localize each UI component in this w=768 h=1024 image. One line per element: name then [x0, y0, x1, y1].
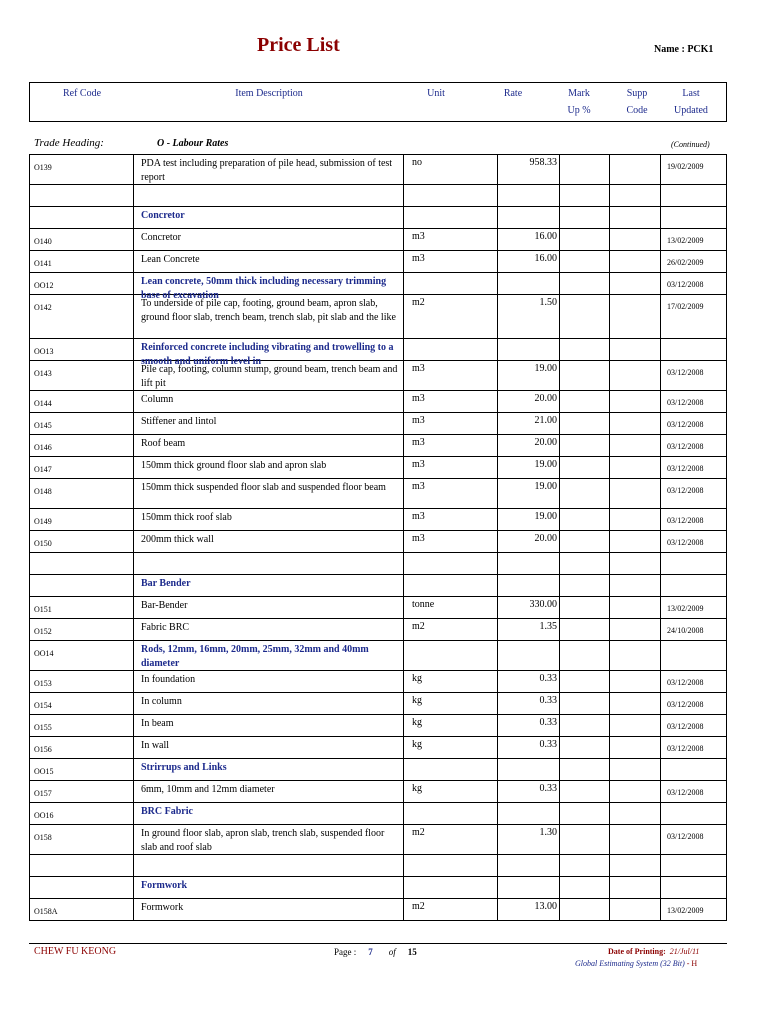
table-row [29, 899, 727, 921]
ref-cell: OO14 [30, 641, 134, 670]
last-updated-cell: 03/12/2008 [667, 700, 704, 709]
section-heading-row [29, 339, 727, 367]
ref-cell: O145 [30, 413, 134, 434]
markup-cell [560, 207, 610, 228]
table-row [29, 671, 727, 693]
rate-cell [498, 575, 560, 596]
unit-cell: m3 [404, 251, 498, 272]
ref-cell: O151 [30, 597, 134, 618]
unit-cell [404, 641, 498, 670]
supp-code-cell [610, 273, 661, 294]
unit-cell [404, 185, 498, 206]
rate-cell [498, 185, 560, 206]
description-cell: BRC Fabric [134, 803, 404, 824]
unit-cell: kg [404, 715, 498, 736]
rate-cell [498, 803, 560, 824]
unit-cell [404, 273, 498, 294]
col-rate: Rate [503, 88, 523, 99]
supp-code-cell [610, 391, 661, 412]
table-row [29, 693, 727, 715]
description-cell: Bar Bender [134, 575, 404, 596]
section-heading-row [29, 759, 727, 781]
section-heading-row [29, 877, 727, 899]
supp-code-cell [610, 295, 661, 338]
unit-cell: m3 [404, 531, 498, 552]
unit-cell: m3 [404, 229, 498, 250]
rate-cell: 19.00 [498, 457, 560, 478]
ref-cell: O146 [30, 435, 134, 456]
last-updated-cell [661, 877, 726, 898]
markup-cell [560, 295, 610, 338]
description-cell [134, 185, 404, 206]
markup-cell [560, 229, 610, 250]
ref-cell: OO12 [30, 273, 134, 294]
last-updated-cell [661, 575, 726, 596]
markup-cell [560, 575, 610, 596]
last-updated-cell [661, 759, 726, 780]
trade-heading-label: Trade Heading: [34, 137, 104, 149]
supp-code-cell [610, 619, 661, 640]
ref-cell: O143 [30, 361, 134, 390]
rate-cell: 1.30 [498, 825, 560, 854]
markup-cell [560, 693, 610, 714]
section-heading-row [29, 207, 727, 229]
ref-cell: O152 [30, 619, 134, 640]
markup-cell [560, 435, 610, 456]
table-row [29, 457, 727, 479]
unit-cell [404, 207, 498, 228]
unit-cell: kg [404, 737, 498, 758]
supp-code-cell [610, 641, 661, 670]
rate-cell: 16.00 [498, 251, 560, 272]
supp-code-cell [610, 435, 661, 456]
col-item-description: Item Description [235, 88, 303, 99]
supp-code-cell [610, 781, 661, 802]
ref-cell: O155 [30, 715, 134, 736]
section-heading-row [29, 575, 727, 597]
col-last-updated: Last Updated [674, 88, 708, 116]
markup-cell [560, 413, 610, 434]
rate-cell [498, 273, 560, 294]
last-updated-cell: 03/12/2008 [667, 280, 704, 289]
description-cell [134, 855, 404, 876]
ref-cell: O140 [30, 229, 134, 250]
supp-code-cell [610, 693, 661, 714]
unit-cell: m2 [404, 899, 498, 920]
markup-cell [560, 781, 610, 802]
ref-cell: O150 [30, 531, 134, 552]
description-cell: In beam [134, 715, 404, 736]
rate-cell: 16.00 [498, 229, 560, 250]
last-updated-cell: 03/12/2008 [667, 722, 704, 731]
table-row [29, 413, 727, 435]
ref-cell: O144 [30, 391, 134, 412]
footer-divider [29, 943, 727, 944]
description-cell: Concretor [134, 207, 404, 228]
unit-cell: no [404, 155, 498, 184]
markup-cell [560, 803, 610, 824]
markup-cell [560, 671, 610, 692]
unit-cell: m3 [404, 479, 498, 508]
trade-heading-title: O - Labour Rates [157, 138, 229, 149]
markup-cell [560, 531, 610, 552]
unit-cell: m3 [404, 509, 498, 530]
description-cell: Roof beam [134, 435, 404, 456]
last-updated-cell: 03/12/2008 [667, 832, 704, 841]
markup-cell [560, 339, 610, 360]
rate-cell: 0.33 [498, 693, 560, 714]
ref-cell: O157 [30, 781, 134, 802]
last-updated-cell: 19/02/2009 [667, 162, 704, 171]
unit-cell [404, 759, 498, 780]
unit-cell: m3 [404, 413, 498, 434]
ref-cell: O139 [30, 155, 134, 184]
table-row [29, 479, 727, 509]
markup-cell [560, 155, 610, 184]
rate-cell [498, 207, 560, 228]
last-updated-cell: 03/12/2008 [667, 538, 704, 547]
markup-cell [560, 855, 610, 876]
table-row [29, 737, 727, 759]
unit-cell [404, 803, 498, 824]
table-row [29, 229, 727, 251]
rate-cell: 20.00 [498, 531, 560, 552]
supp-code-cell [610, 759, 661, 780]
markup-cell [560, 457, 610, 478]
description-cell: Formwork [134, 899, 404, 920]
ref-cell: OO16 [30, 803, 134, 824]
last-updated-cell: 17/02/2009 [667, 302, 704, 311]
last-updated-cell: 03/12/2008 [667, 486, 704, 495]
last-updated-cell: 03/12/2008 [667, 464, 704, 473]
table-row [29, 185, 727, 207]
ref-cell: O148 [30, 479, 134, 508]
markup-cell [560, 251, 610, 272]
description-cell: 6mm, 10mm and 12mm diameter [134, 781, 404, 802]
unit-cell: m3 [404, 435, 498, 456]
ref-cell: O141 [30, 251, 134, 272]
description-cell: Formwork [134, 877, 404, 898]
rate-cell [498, 553, 560, 574]
last-updated-cell: 03/12/2008 [667, 516, 704, 525]
markup-cell [560, 185, 610, 206]
rate-cell: 1.50 [498, 295, 560, 338]
unit-cell: m2 [404, 295, 498, 338]
unit-cell [404, 553, 498, 574]
table-row [29, 619, 727, 641]
table-row [29, 531, 727, 553]
ref-cell [30, 185, 134, 206]
supp-code-cell [610, 671, 661, 692]
markup-cell [560, 479, 610, 508]
unit-cell: m3 [404, 391, 498, 412]
markup-cell [560, 597, 610, 618]
supp-code-cell [610, 207, 661, 228]
rate-cell [498, 855, 560, 876]
col-mark-up: Mark Up % [567, 88, 591, 116]
markup-cell [560, 877, 610, 898]
supp-code-cell [610, 185, 661, 206]
ref-cell: OO13 [30, 339, 134, 360]
last-updated-cell [661, 803, 726, 824]
unit-cell: m2 [404, 825, 498, 854]
last-updated-cell: 03/12/2008 [667, 678, 704, 687]
description-cell: 200mm thick wall [134, 531, 404, 552]
description-cell: In foundation [134, 671, 404, 692]
markup-cell [560, 619, 610, 640]
table-row [29, 825, 727, 855]
markup-cell [560, 825, 610, 854]
unit-cell: kg [404, 781, 498, 802]
description-cell: In wall [134, 737, 404, 758]
description-cell: PDA test including preparation of pile head, submission of test report [134, 155, 404, 184]
description-cell: Reinforced concrete including vibrating and trowelling to a smooth and uniform level in [134, 339, 404, 360]
supp-code-cell [610, 737, 661, 758]
supp-code-cell [610, 251, 661, 272]
ref-cell: O142 [30, 295, 134, 338]
unit-cell: kg [404, 671, 498, 692]
last-updated-cell [661, 185, 726, 206]
supp-code-cell [610, 155, 661, 184]
table-row [29, 715, 727, 737]
description-cell: Strirrups and Links [134, 759, 404, 780]
section-heading-row [29, 641, 727, 671]
unit-cell: tonne [404, 597, 498, 618]
unit-cell: m3 [404, 457, 498, 478]
name-label: Name : PCK1 [654, 44, 714, 55]
ref-cell: O156 [30, 737, 134, 758]
rate-cell: 0.33 [498, 737, 560, 758]
col-ref-code: Ref Code [62, 88, 102, 99]
footer-page-info: Page : 7 of 15 [334, 947, 417, 957]
col-unit: Unit [427, 88, 445, 99]
markup-cell [560, 273, 610, 294]
supp-code-cell [610, 531, 661, 552]
ref-cell: O147 [30, 457, 134, 478]
last-updated-cell: 03/12/2008 [667, 368, 704, 377]
continued-label: (Continued) [671, 140, 710, 149]
last-updated-cell: 13/02/2009 [667, 906, 704, 915]
last-updated-cell: 03/12/2008 [667, 398, 704, 407]
rate-cell: 13.00 [498, 899, 560, 920]
table-row [29, 597, 727, 619]
markup-cell [560, 391, 610, 412]
last-updated-cell: 03/12/2008 [667, 788, 704, 797]
supp-code-cell [610, 553, 661, 574]
last-updated-cell [661, 641, 726, 670]
ref-cell: O154 [30, 693, 134, 714]
supp-code-cell [610, 457, 661, 478]
unit-cell: m3 [404, 361, 498, 390]
supp-code-cell [610, 413, 661, 434]
last-updated-cell [661, 207, 726, 228]
table-row [29, 855, 727, 877]
description-cell: Column [134, 391, 404, 412]
description-cell: In ground floor slab, apron slab, trench slab, suspended floor slab and roof slab [134, 825, 404, 854]
section-heading-row [29, 803, 727, 825]
rate-cell: 958.33 [498, 155, 560, 184]
supp-code-cell [610, 715, 661, 736]
last-updated-cell: 03/12/2008 [667, 420, 704, 429]
rate-cell: 19.00 [498, 361, 560, 390]
unit-cell: m2 [404, 619, 498, 640]
markup-cell [560, 759, 610, 780]
description-cell: Lean concrete, 50mm thick including necessary trimming base of excavation [134, 273, 404, 294]
ref-cell [30, 575, 134, 596]
page-title: Price List [257, 34, 340, 56]
footer-print-date: Date of Printing: 21/Jul/11 [608, 947, 700, 956]
rate-cell: 19.00 [498, 509, 560, 530]
supp-code-cell [610, 877, 661, 898]
description-cell: Fabric BRC [134, 619, 404, 640]
last-updated-cell: 03/12/2008 [667, 744, 704, 753]
description-cell: Bar-Bender [134, 597, 404, 618]
rate-cell: 330.00 [498, 597, 560, 618]
markup-cell [560, 509, 610, 530]
supp-code-cell [610, 479, 661, 508]
last-updated-cell [661, 855, 726, 876]
ref-cell [30, 855, 134, 876]
ref-cell: O158 [30, 825, 134, 854]
markup-cell [560, 641, 610, 670]
rate-cell: 20.00 [498, 435, 560, 456]
last-updated-cell [661, 553, 726, 574]
supp-code-cell [610, 339, 661, 360]
markup-cell [560, 715, 610, 736]
table-row [29, 435, 727, 457]
rate-cell [498, 641, 560, 670]
ref-cell [30, 207, 134, 228]
description-cell: Stiffener and lintol [134, 413, 404, 434]
unit-cell [404, 855, 498, 876]
footer-system: Global Estimating System (32 Bit) - H [575, 959, 698, 968]
description-cell: Concretor [134, 229, 404, 250]
table-row [29, 781, 727, 803]
description-cell [134, 553, 404, 574]
table-row [29, 251, 727, 273]
ref-cell: OO15 [30, 759, 134, 780]
rate-cell: 21.00 [498, 413, 560, 434]
section-heading-row [29, 273, 727, 301]
markup-cell [560, 361, 610, 390]
unit-cell [404, 575, 498, 596]
rate-cell: 0.33 [498, 781, 560, 802]
last-updated-cell [661, 339, 726, 360]
description-cell: Pile cap, footing, column stump, ground beam, trench beam and lift pit [134, 361, 404, 390]
description-cell: 150mm thick roof slab [134, 509, 404, 530]
rate-cell: 19.00 [498, 479, 560, 508]
ref-cell: O153 [30, 671, 134, 692]
supp-code-cell [610, 899, 661, 920]
supp-code-cell [610, 509, 661, 530]
footer-company: CHEW FU KEONG [34, 946, 117, 957]
description-cell: Lean Concrete [134, 251, 404, 272]
ref-cell [30, 877, 134, 898]
description-cell: In column [134, 693, 404, 714]
ref-cell: O149 [30, 509, 134, 530]
table-row [29, 155, 727, 185]
rate-cell [498, 759, 560, 780]
table-row [29, 509, 727, 531]
unit-cell [404, 877, 498, 898]
table-row [29, 295, 727, 339]
markup-cell [560, 737, 610, 758]
description-cell: 150mm thick suspended floor slab and suspended floor beam [134, 479, 404, 508]
supp-code-cell [610, 575, 661, 596]
rate-cell [498, 877, 560, 898]
supp-code-cell [610, 855, 661, 876]
supp-code-cell [610, 825, 661, 854]
last-updated-cell: 03/12/2008 [667, 442, 704, 451]
table-row [29, 553, 727, 575]
supp-code-cell [610, 229, 661, 250]
last-updated-cell: 26/02/2009 [667, 258, 704, 267]
table-row [29, 391, 727, 413]
rate-cell: 0.33 [498, 715, 560, 736]
table-row [29, 361, 727, 391]
supp-code-cell [610, 803, 661, 824]
rate-cell [498, 339, 560, 360]
supp-code-cell [610, 361, 661, 390]
last-updated-cell: 24/10/2008 [667, 626, 704, 635]
column-header [29, 82, 727, 122]
description-cell: To underside of pile cap, footing, ground beam, apron slab, ground floor slab, trench beam, trench slab, pit slab and the like [134, 295, 404, 338]
ref-cell: O158A [30, 899, 134, 920]
description-cell: 150mm thick ground floor slab and apron slab [134, 457, 404, 478]
unit-cell: kg [404, 693, 498, 714]
rate-cell: 0.33 [498, 671, 560, 692]
unit-cell [404, 339, 498, 360]
rate-cell: 20.00 [498, 391, 560, 412]
description-cell: Rods, 12mm, 16mm, 20mm, 25mm, 32mm and 40mm diameter [134, 641, 404, 670]
last-updated-cell: 13/02/2009 [667, 604, 704, 613]
supp-code-cell [610, 597, 661, 618]
last-updated-cell: 13/02/2009 [667, 236, 704, 245]
price-table [29, 154, 727, 921]
ref-cell [30, 553, 134, 574]
col-supp-code: Supp Code [626, 88, 648, 116]
markup-cell [560, 553, 610, 574]
markup-cell [560, 899, 610, 920]
rate-cell: 1.35 [498, 619, 560, 640]
